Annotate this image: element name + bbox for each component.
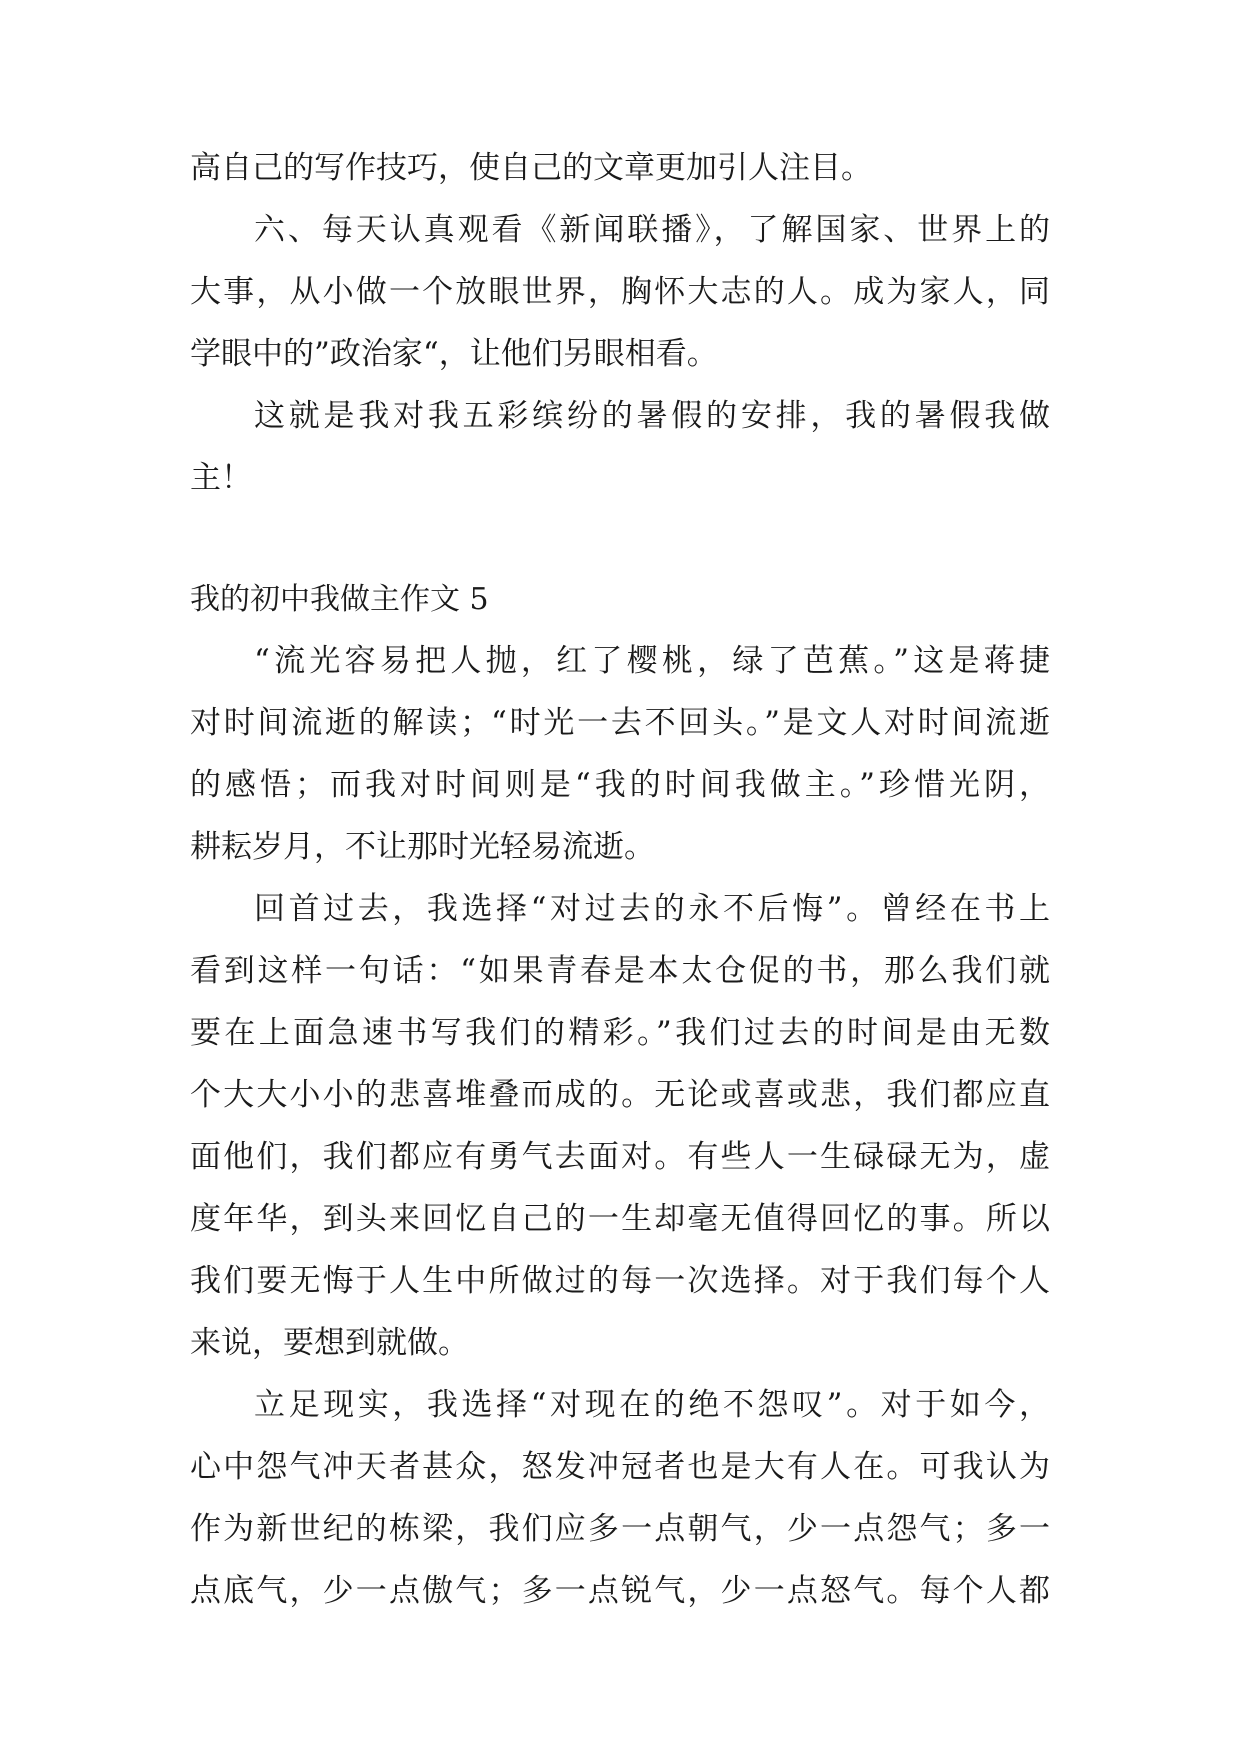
- text-line: 的感悟；而我对时间则是“我的时间我做主。”珍惜光阴，: [190, 767, 1050, 803]
- text-line: 对时间流逝的解读；“时光一去不回头。”是文人对时间流逝: [190, 705, 1050, 741]
- essay-heading: 我的初中我做主作文 5: [190, 582, 489, 617]
- text-line: 耕耘岁月，不让那时光轻易流逝。: [190, 829, 655, 865]
- text-line: 回首过去，我选择“对过去的永不后悔”。曾经在书上: [254, 891, 1050, 927]
- text-line: 个大大小小的悲喜堆叠而成的。无论或喜或悲，我们都应直: [190, 1077, 1050, 1113]
- text-line: 大事，从小做一个放眼世界，胸怀大志的人。成为家人，同: [190, 274, 1050, 310]
- text-line: 作为新世纪的栋梁，我们应多一点朝气，少一点怨气；多一: [190, 1511, 1050, 1547]
- text-line: 这就是我对我五彩缤纷的暑假的安排，我的暑假我做: [254, 398, 1050, 434]
- text-line: “流光容易把人抛，红了樱桃，绿了芭蕉。”这是蒋捷: [254, 643, 1050, 679]
- text-line: 面他们，我们都应有勇气去面对。有些人一生碌碌无为，虚: [190, 1139, 1050, 1175]
- text-line: 要在上面急速书写我们的精彩。”我们过去的时间是由无数: [190, 1015, 1050, 1051]
- text-line: 度年华，到头来回忆自己的一生却毫无值得回忆的事。所以: [190, 1201, 1050, 1237]
- text-line: 来说，要想到就做。: [190, 1325, 469, 1361]
- text-line: 学眼中的”政治家“，让他们另眼相看。: [190, 336, 718, 372]
- text-line: 看到这样一句话：“如果青春是本太仓促的书，那么我们就: [190, 953, 1050, 989]
- text-line: 点底气，少一点傲气；多一点锐气，少一点怒气。每个人都: [190, 1573, 1050, 1609]
- text-line: 六、每天认真观看《新闻联播》，了解国家、世界上的: [254, 212, 1050, 248]
- text-line: 心中怨气冲天者甚众，怒发冲冠者也是大有人在。可我认为: [190, 1449, 1050, 1485]
- text-line: 立足现实，我选择“对现在的绝不怨叹”。对于如今，: [254, 1387, 1050, 1423]
- text-line: 我们要无悔于人生中所做过的每一次选择。对于我们每个人: [190, 1263, 1050, 1299]
- text-line: 高自己的写作技巧，使自己的文章更加引人注目。: [190, 150, 872, 186]
- text-line: 主！: [190, 460, 252, 496]
